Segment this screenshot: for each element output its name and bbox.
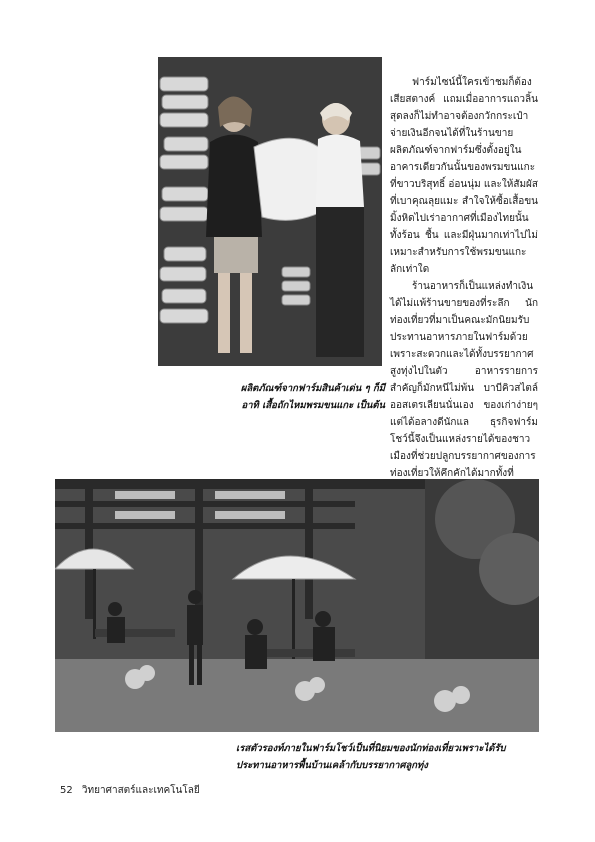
- page-number: 52: [60, 785, 73, 796]
- article-body: [390, 74, 538, 516]
- shop-photo-illustration: [158, 57, 382, 366]
- photo-caption: ผลิตภัณฑ์จากฟาร์มสินค้าเด่น ๆ ก็มีอาทิ เสื้อถักไหมพรมขนแกะ เป็นต้น: [240, 383, 385, 411]
- page-footer: [60, 783, 206, 798]
- restaurant-photo-illustration: [55, 479, 539, 732]
- publication-name: วิทยาศาสตร์และเทคโนโลยี: [81, 785, 200, 796]
- article-paragraph: ร้านอาหารก็เป็นแหล่งทำเงินได้ไม่แพ้ร้านขายของที่ระลึก นักท่องเที่ยวที่มาเป็นคณะมักนิยมรับประทานอาหารภายในฟาร์มด้วย เพราะสะดวกและได้ทั้งบรรยากาศสูงทุ่งไปในตัว อาหารรายการสำคัญก็มักหนีไม่พ้น บาบีคิวสไตล์ออสเตรเลียนนั่นเอง ของเก่าง่ายๆ แต่ได้อลางดีนักแล ธุรกิจฟาร์มโชว์นี้จึงเป็นแหล่งรายได้ของชาวเมืองที่ช่วยปลูกบรรยากาศของการท่องเที่ยวให้คึกคักได้มากทั้งที่: [390, 281, 538, 479]
- photo-caption: เรสตัวรองท์ภายในฟาร์มโชว์เป็นที่นิยมของนักท่องเที่ยวเพราะได้รับประทานอาหารพื้นบ้านเคล้ากับบรรยากาศลูกทุ่ง: [236, 743, 506, 771]
- article-paragraph: ฟาร์มไซน์นี้ใครเข้าชมก็ต้องเสียสตางค์ แถมเมื่ออาการแถวลิ้นสุดลงก็ไม่ทำอาจต้องกวักกระเป๋าจ่ายเงินอีกจนได้ที่ในร้านขายผลิตภัณฑ์จากฟาร์มซึ่งตั้งอยู่ในอาคารเดียวกันนั้นของพรมขนแกะที่ขาวบริสุทธิ์ อ่อนนุ่ม และให้สัมผัสที่เบาคุณลุยแมะ สำใจให้ซื้อเสื้อขนมิ้งหิดไปเร่าอากาศที่เมืองไทยนั้นทั้งร้อน ชื้น และมีฝุ่นมากเท่าไปไม่เหมาะสำหรับการใช้พรมขนแกะลักเท่าใด: [390, 77, 538, 275]
- restaurant-photo: [55, 479, 539, 732]
- shop-photo: [158, 57, 382, 366]
